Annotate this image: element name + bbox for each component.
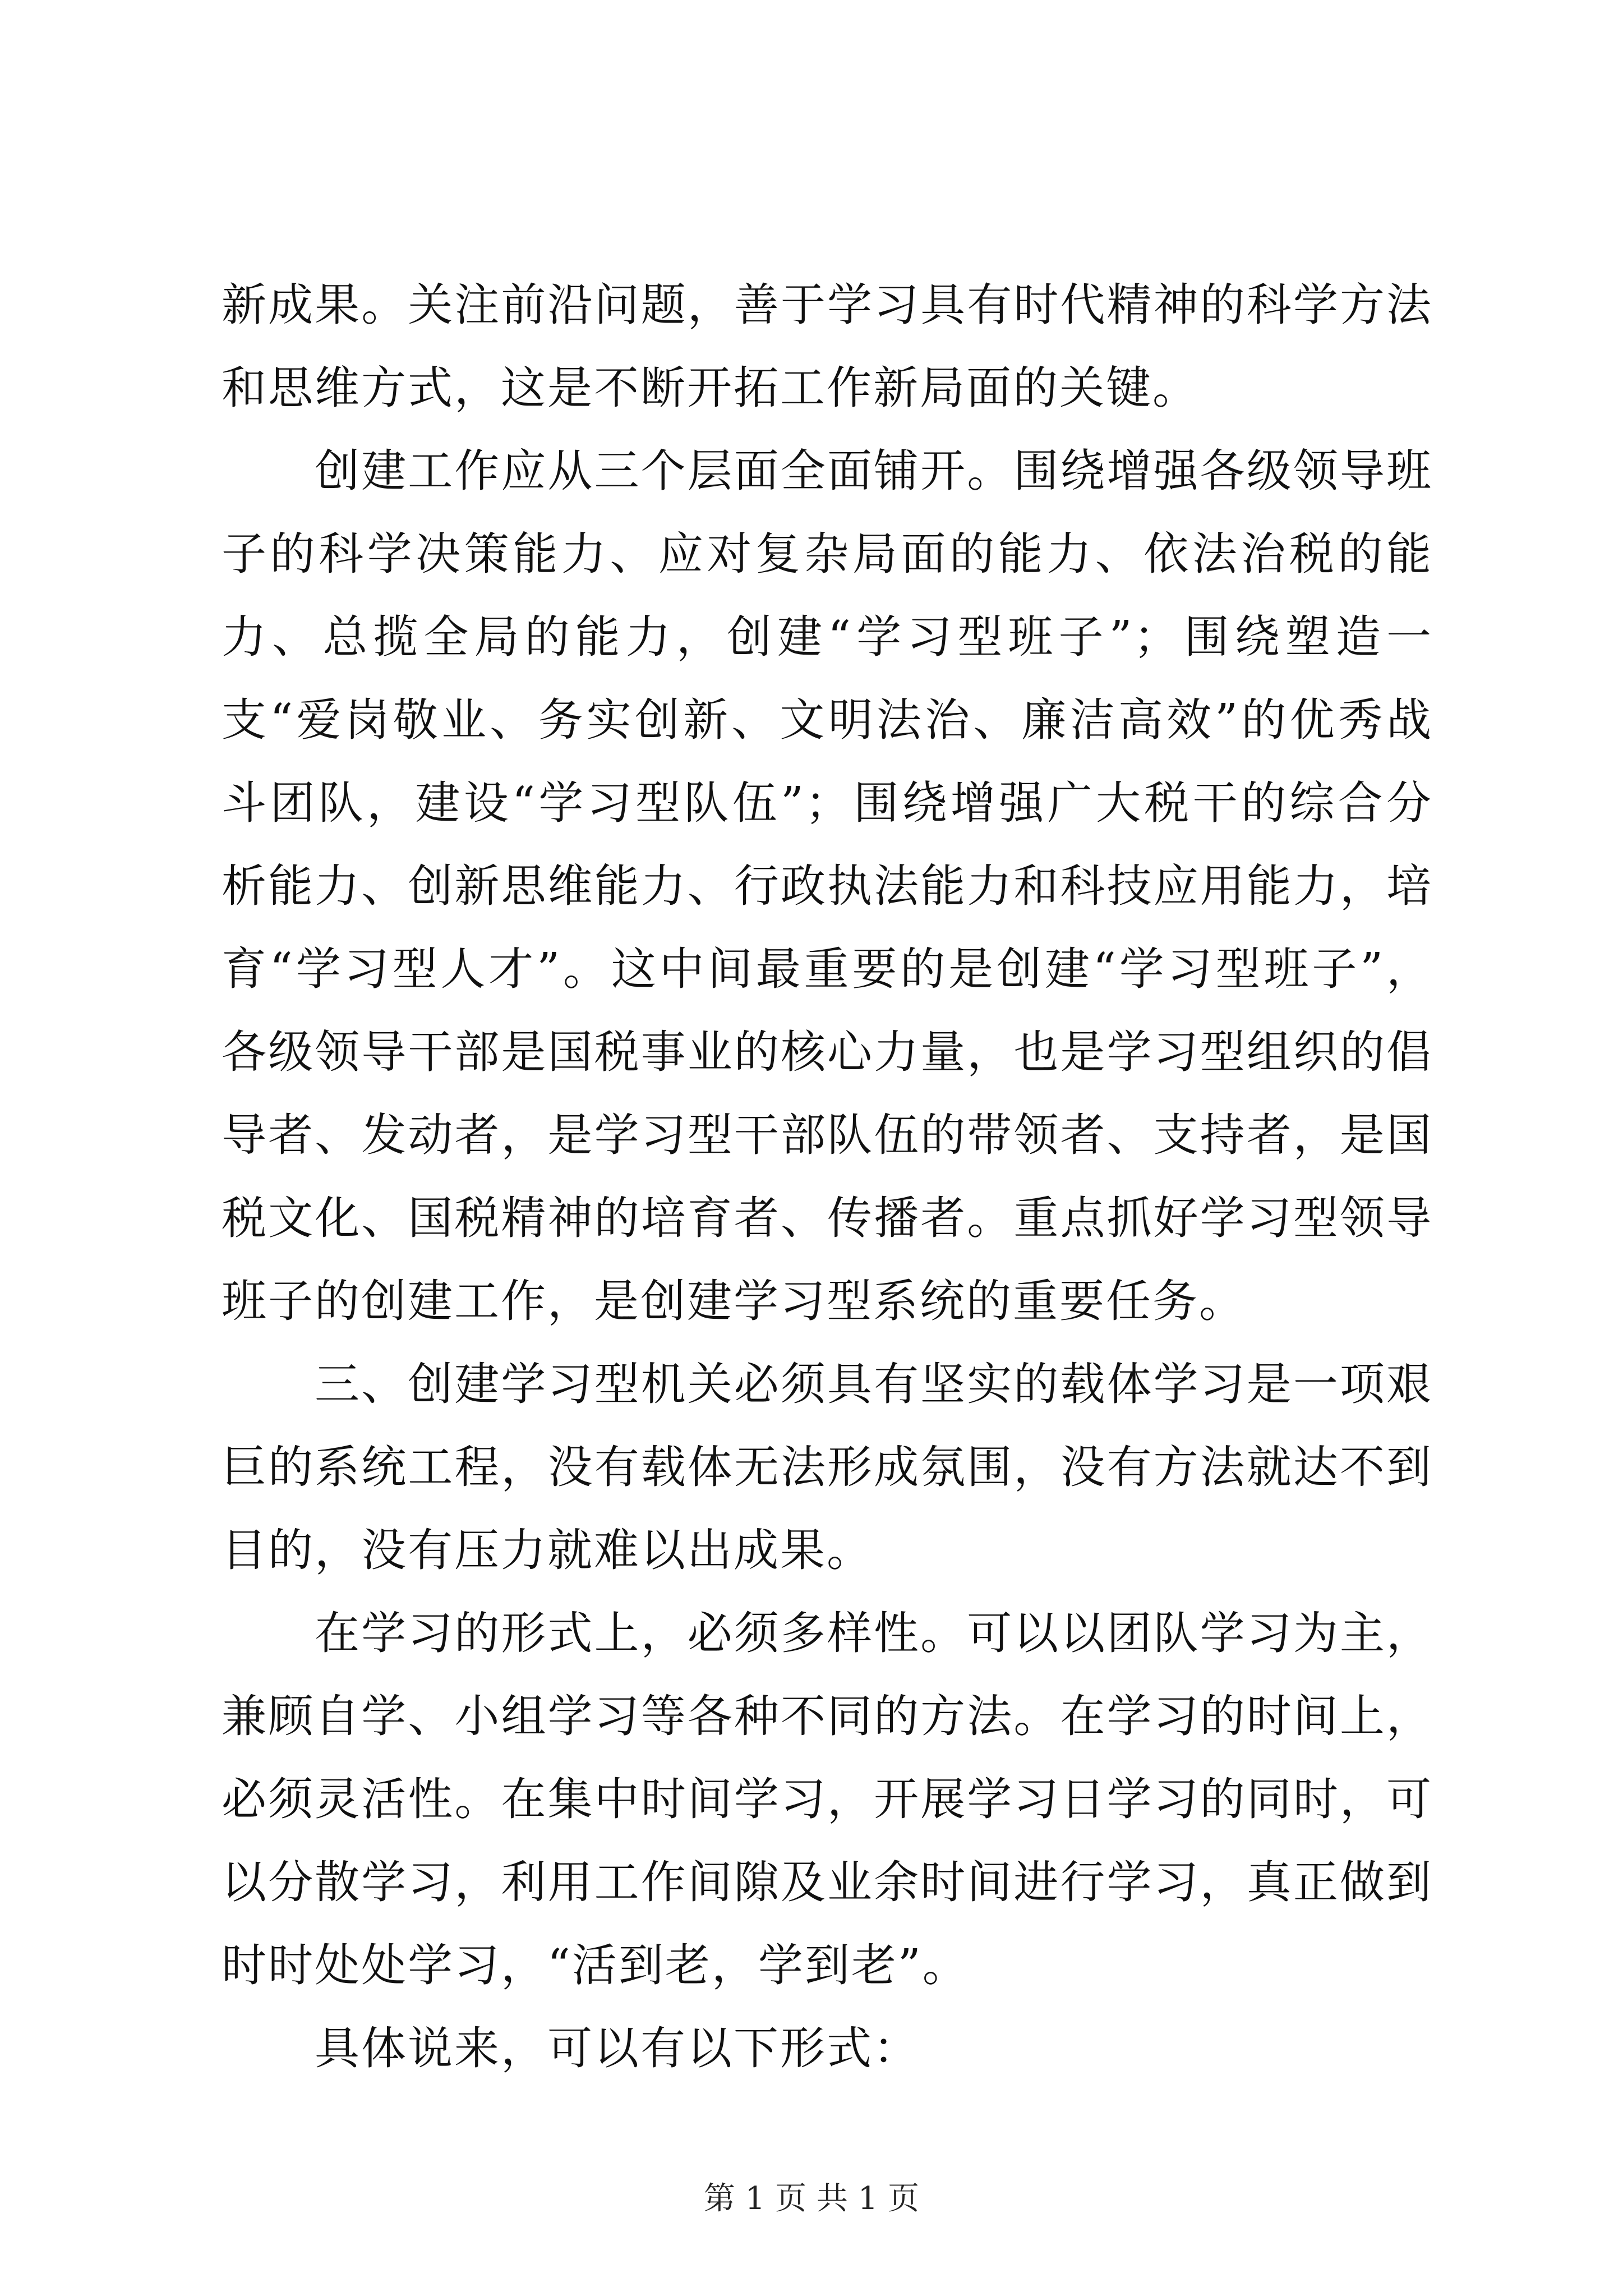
page-footer: [0, 2179, 1623, 2219]
paragraph-5: 具体说来，可以有以下形式：: [315, 2022, 920, 2074]
paragraph-2: 创建工作应从三个层面全面铺开。围绕增强各级领导班子的科学决策能力、应对复杂局面的能力、依法治税的能力、总揽全局的能力，创建“学习型班子”；围绕塑造一支“爱岗敬业、务实创新、文明法治、廉洁高效”的优秀战斗团队，建设“学习型队伍”；围绕增强广大税干的综合分析能力、创新思维能力、行政执法能力和科技应用能力，培育“学习型人才”。这中间最重要的是创建“学习型班子”，各级领导干部是国税事业的核心力量，也是学习型组织的倡导者、发动者，是学习型干部队伍的带领者、支持者，是国税文化、国税精神的培育者、传播者。重点抓好学习型领导班子的创建工作，是创建学习型系统的重要任务。: [222, 445, 1433, 1327]
paragraph-1: 新成果。关注前沿问题，善于学习具有时代精神的科学方法和思维方式，这是不断开拓工作新局面的关键。: [222, 279, 1433, 414]
paragraph-4: 在学习的形式上，必须多样性。可以以团队学习为主，兼顾自学、小组学习等各种不同的方法。在学习的时间上，必须灵活性。在集中时间学习，开展学习日学习的同时，可以分散学习，利用工作间隙及业余时间进行学习，真正做到时时处处学习，“活到老，学到老”。: [222, 1607, 1433, 1991]
document-body: [222, 264, 1433, 2090]
page-number-label: 第 1 页 共 1 页: [703, 2180, 920, 2217]
paragraph-3: 三、创建学习型机关必须具有坚实的载体学习是一项艰巨的系统工程，没有载体无法形成氛围，没有方法就达不到目的，没有压力就难以出成果。: [222, 1358, 1433, 1576]
